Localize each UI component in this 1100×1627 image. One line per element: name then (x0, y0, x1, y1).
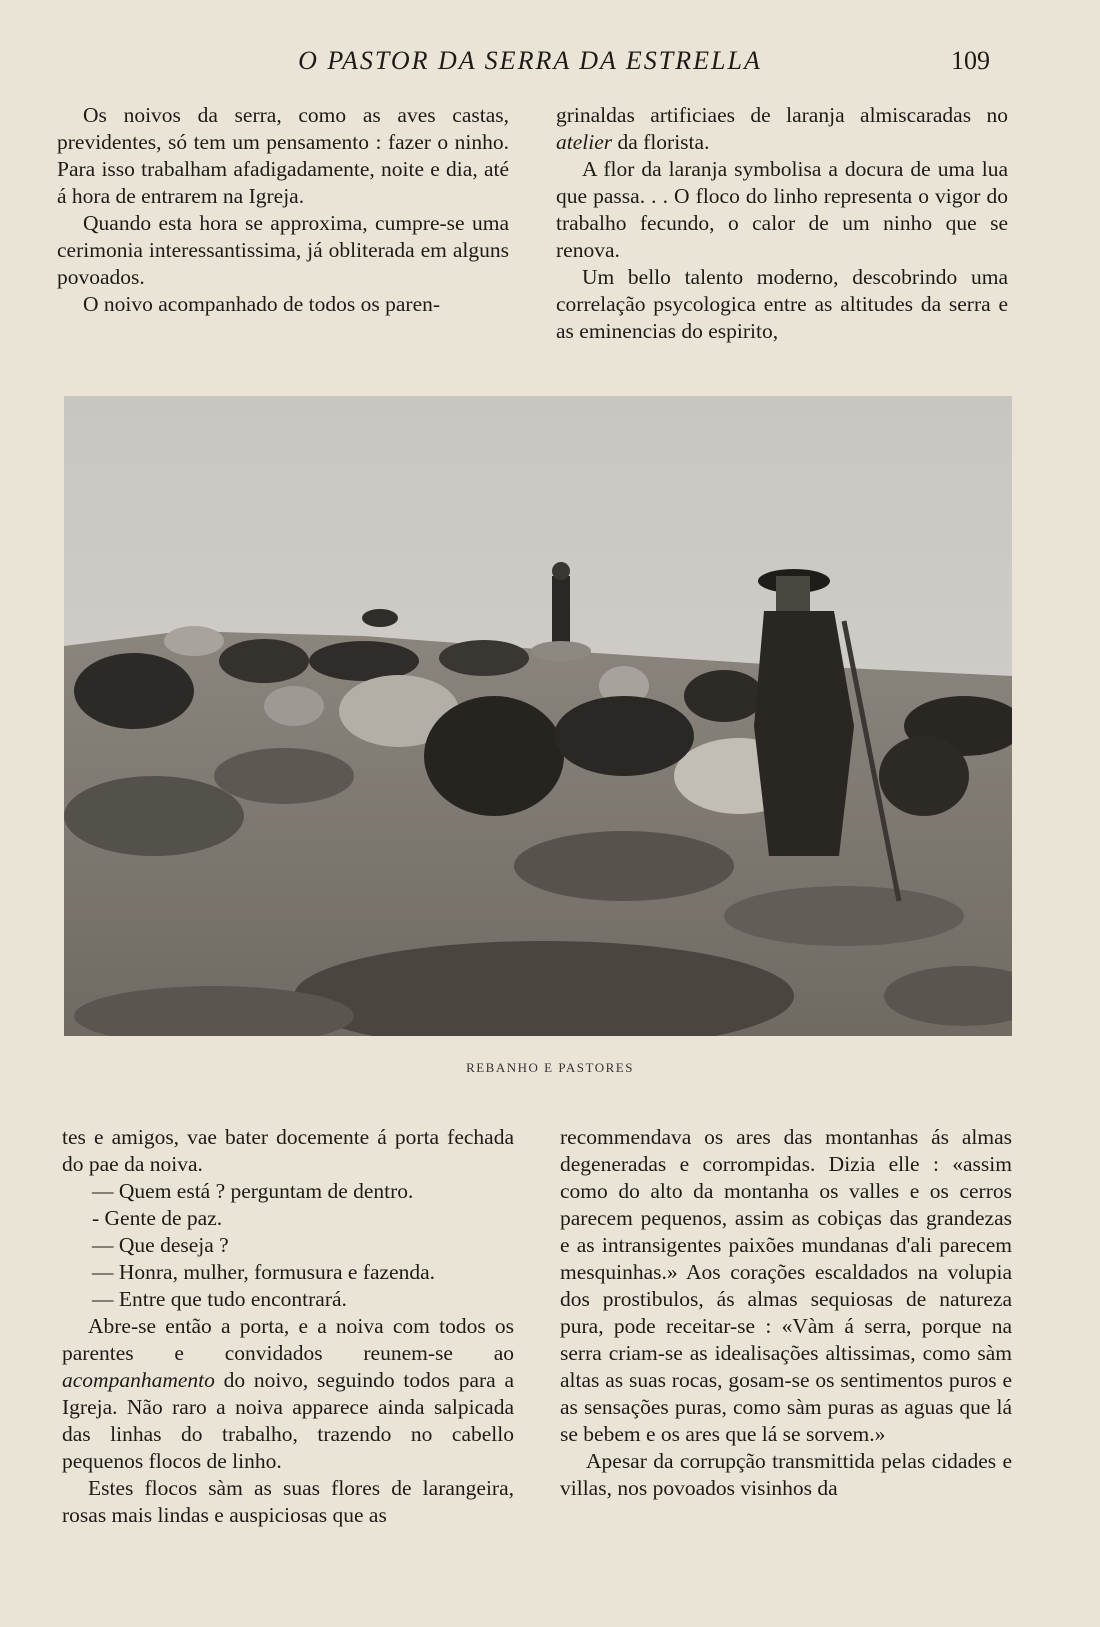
text-run: da florista. (612, 130, 710, 154)
paragraph (62, 1313, 514, 1475)
italic-text: atelier (556, 130, 613, 154)
dialogue-line: — Honra, mulher, formusura e fazenda. (92, 1260, 436, 1284)
paragraph: Um bello talento moderno, descobrindo uma correlação psycologica entre as altitudes da serra e as eminencias do espirito, (556, 265, 1008, 343)
dialogue-line: - Gente de paz. (92, 1206, 223, 1230)
text-run: Abre-se então a porta, e a noiva com todos os parentes e convidados reunem-se ao (62, 1314, 514, 1365)
paragraph: Apesar da corrupção transmittida pelas cidades e villas, nos povoados visinhos da (560, 1449, 1012, 1500)
text-run: do noivo, seguindo todos para a Igreja. Não raro a noiva apparece ainda salpicada das linhas do trabalho, trazendo no cabello pequenos flocos de linho. (62, 1368, 514, 1473)
dialogue-line: — Quem está ? perguntam de dentro. (92, 1179, 414, 1203)
dialogue-line: — Entre que tudo encontrará. (92, 1287, 347, 1311)
paragraph: tes e amigos, vae bater docemente á porta fechada do pae da noiva. (62, 1125, 514, 1176)
photo-caption: REBANHO E PASTORES (466, 1060, 634, 1075)
top-right-column (556, 102, 1008, 345)
running-header (60, 44, 1000, 84)
photograph-flock-and-shepherds (64, 396, 1012, 1036)
bottom-left-column (62, 1124, 514, 1529)
paragraph: Quando esta hora se approxima, cumpre-se uma cerimonia interessantissima, já obliterada em alguns povoados. (57, 211, 509, 289)
paragraph: A flor da laranja symbolisa a docura de uma lua que passa. . . O floco do linho representa o vigor do trabalho fecundo, o calor de um ninho que se renova. (556, 157, 1008, 262)
running-title: O PASTOR DA SERRA DA ESTRELLA (298, 46, 762, 75)
italic-text: acompanhamento (62, 1368, 215, 1392)
paragraph: Estes flocos sàm as suas flores de larangeira, rosas mais lindas e auspiciosas que as (62, 1476, 514, 1527)
paragraph: O noivo acompanhado de todos os paren- (83, 292, 441, 316)
paragraph (556, 102, 1008, 156)
paragraph: recommendava os ares das montanhas ás almas degeneradas e corrompidas. Dizia elle : «assim como do alto da montanha os valles e os cerros parecem pequenos, assim as cobiças das grandezas e as intransigentes paixões mundanas d'ali parecem mesquinhas.» Aos corações escaldados na volupia dos prostibulos, ás almas sequiosas de natureza pura, pode receitar-se : «Vàm á serra, porque na serra criam-se as idealisações altissimas, como sàm altas as suas rocas, gosam-se os sentimentos puros e as sensações puras, como sàm puras as aguas que lá se bebem e os ares que lá se sorvem.» (560, 1125, 1012, 1446)
paragraph: Os noivos da serra, como as aves castas, previdentes, só tem um pensamento : fazer o ninho. Para isso trabalham afadigadamente, noite e dia, até á hora de entrarem na Igreja. (57, 103, 509, 208)
text-run: grinaldas artificiaes de laranja almiscaradas no (556, 103, 1008, 127)
bottom-right-column (560, 1124, 1012, 1502)
page-number: 109 (951, 46, 990, 75)
dialogue-line: — Que deseja ? (92, 1233, 229, 1257)
top-left-column (57, 102, 509, 318)
